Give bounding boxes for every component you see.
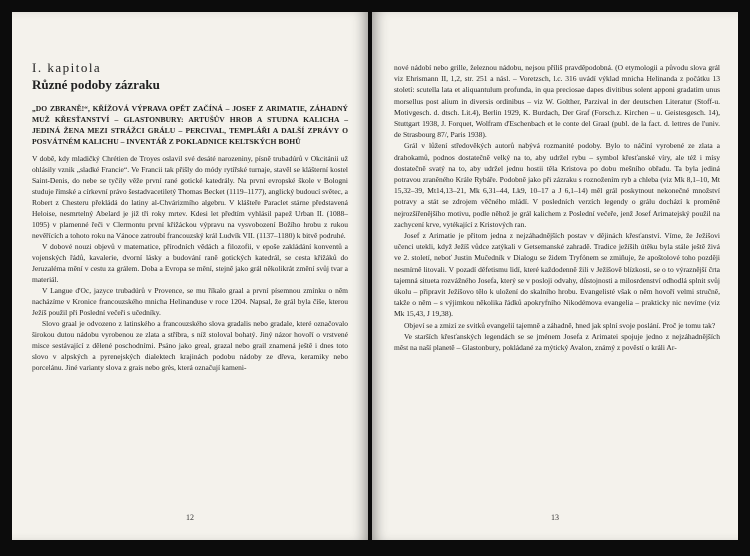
chapter-label: I. kapitola — [32, 60, 102, 75]
chapter-title: Různé podoby zázraku — [32, 77, 160, 92]
paragraph: Ve starších křesťanských legendách se se jménem Josefa z Arimatei spojuje jedno z nejzáhadnějších měst na naší planetě – Glastonbury, pokládané za mýtický Avalon, známý z pověstí o králi Ar- — [394, 331, 720, 353]
right-page-content — [394, 62, 720, 353]
chapter-summary: „DO ZBRANĚ!“, KŘÍŽOVÁ VÝPRAVA OPĚT ZAČÍNÁ – JOSEF Z ARIMATIE, ZÁHADNÝ MUŽ KŘESŤANSTVÍ – GLASTONBURY: ARTUŠŮV HROB A STUDNA KALICHA – JEDINÁ ŽENA MEZI STRÁŽCI GRÁLU – PERCIVAL, TEMPLÁŘI A DALŠÍ ZPRÁVY O POSVÁTNÉM KALICHU – INVENTÁŘ Z POKLADNICE KELTSKÝCH BOHŮ — [32, 104, 348, 146]
paragraph: Slovo graal je odvozeno z latinského a francouzského slova gradalis nebo gradale, které označovalo širokou dutou nádobu vyrobenou ze zlata a stříbra, s níž stoloval bohatý. Jiný názor hovoří o vrstvené misce sestávající z dělené poschodními. Psáno jako greal, grazal nebo grail znamená ještě i dnes toto slovo v alpských a pyrenejských dialektech krajinách podobu nádoby ze dřeva, keramiky nebo porcelánu. Jiné varianty slova z grais nebo grès, která označují kameni- — [32, 319, 348, 372]
paragraph: V Langue d'Oc, jazyce trubadúrů v Provence, se mu říkalo graal a první písemnou zmínku o něm nacházíme v Kronice francouzského mnicha Helinanduse v roce 1204. Napsal, že grál byla číše, kterou Ježíš použil při Poslední večeři s učedníky. — [32, 286, 348, 317]
left-page-content — [32, 60, 348, 373]
right-page — [372, 12, 738, 540]
paragraph: V době, kdy mladičký Chrétien de Troyes oslavil své desáté narozeniny, písně trubadúrů v Okcitánii už ohlásily vznik „sladké Francie“. Ve Francii tak přišly do módy rytířské turnaje, stavěl se klášterní kostel Saint-Denis, do nebe se tyčily věže první rané gotické katedrály. Na první evropské škole v Bologni studuje římské a církevní právo šestadvacetiletý Thomas Becket (1119–1177), anglický budoucí světec, a Robert z Chesteru překládá do latiny al-Chvárizmího algebru. V klášteře Paraclet stárne představená Heloise, nesmrtelný Abelard je již tři roky mrtev. Kdesi let předtím vyhlásil papež Urban II. (1088–1095) v plamenné řeči v Clermontu první křižáckou výpravu na vysvobození Božího hrobu z rukou nevěřících a tohoto roku na Vánoce zatroubí francouzský král Ludvík VII. (1137–1180) k bitvě podruhé. — [32, 154, 348, 240]
page-number: 13 — [551, 513, 559, 522]
paragraph: nové nádobí nebo grille, železnou nádobu, nejsou příliš pravděpodobná. (O etymologii a původu slova grál viz Ehrismann II, 1,2, str. 251 a násl. – Voretzsch, l.c. 316 uvádí výklad mnicha Helinanda z počátku 13 století: scutella lata et aliquantulum profunda, in qua preciosae dapes divitibus solent apponi gradatim unus morsellus post alium in diversis ordinibus – viz W. Golther, Parzival in der deutschen Literatur (Stoff-u. Motivgesch. d. dtsch. Lit.4), Berlin 1929, K. Burdach, Der Graf (Forsch.z. Kirchen – u. Geistesgesch. 14), Stuttgart 1938, J. Forquet, Wolfram d'Eschenbach et le conte del Graal (publ. de la fact. d. lettres de l'univ. de Strasbourg 87/, Paris 1938). — [394, 63, 720, 140]
page-number: 12 — [186, 513, 194, 522]
paragraph: V dobové nouzi objevů v matematice, přírodních vědách a filozofii, v epoše zakládání konventů a vojenských řádů, kavalerie, dvorní lásky a budování raně gotických katedrál, se cesta křižáků do Jeruzaléma mění v cestu za grálem. Doba a Evropa se mění, stejně jako grál několikrát změní svůj tvar a materiál. — [32, 242, 348, 284]
paragraph: Josef z Arimatie je přitom jedna z nejzáhadnějších postav v dějinách křesťanství. Víme, že Ježíšovi učenci utekli, když Ježíš vůdce zatýkali v Getsemanské zahradě. Tradice ježíših útěku byla stále ještě živá ve 2. století, neboť Justin Mučedník v Dialogu se židem Tryfónem se zmiňuje, že apoštolové toho později nesmírně litovali. V pozadí děfetismu lidí, které každodenně žili v Ježíšově blízkosti, se o to výraznější črta tajemná situeta rozvážného Josefa, který se v posloji odvahy, důstojnosti a milosrdenství odhodlá splnit svůj úkolu – připravit Ježíšovo tělo k uložení do skalního hrobu. Evangelisté však o něm hovoří velmi stručně, takže o něm – s výjimkou několika řádků apokryfního Nikodémova evangelia – prakticky nic nevíme (viz Mk 15,43, J 19,38). — [394, 231, 720, 319]
paragraph: Grál v lůžení středověkých autorů nabývá rozmanité podoby. Bylo to náčiní vyrobené ze zlata a drahokamů, podnos dostatečně velký na to, aby udržel rybu – symbol křesťanské víry, ale též i mísy dostatečně svatý na to, aby udržel jednu hostii těla Kristova po dobu mešního obřadu. Ta byla jediná potravou zraněného Krále Rybáře. Podobně jako při zázraku s roznožením ryb a chleba (viz Mk 8,1–10, Mt 15,32–39, Mt14,13–21, Mk 6,31–44, Lk9, 10–17 a J 6,1–14) měl grál poskytnout nekonečné množství potravy a stát se zdrojem věčného mládí. V posledních verzích legendy o grálu dochází k proměně nejrozšířenějšího motivu, podle něhož je grál kalichem z Poslední večeře, jenž Josef Arimatejský použil na zachycení krve, vytékající z Kristových ran. — [394, 141, 720, 229]
paragraph: Objeví se a zmizí ze svitků evangelií tajemně a záhadně, hned jak splní svoje poslání. Proč je tomu tak? — [404, 320, 716, 330]
left-page — [12, 12, 368, 540]
